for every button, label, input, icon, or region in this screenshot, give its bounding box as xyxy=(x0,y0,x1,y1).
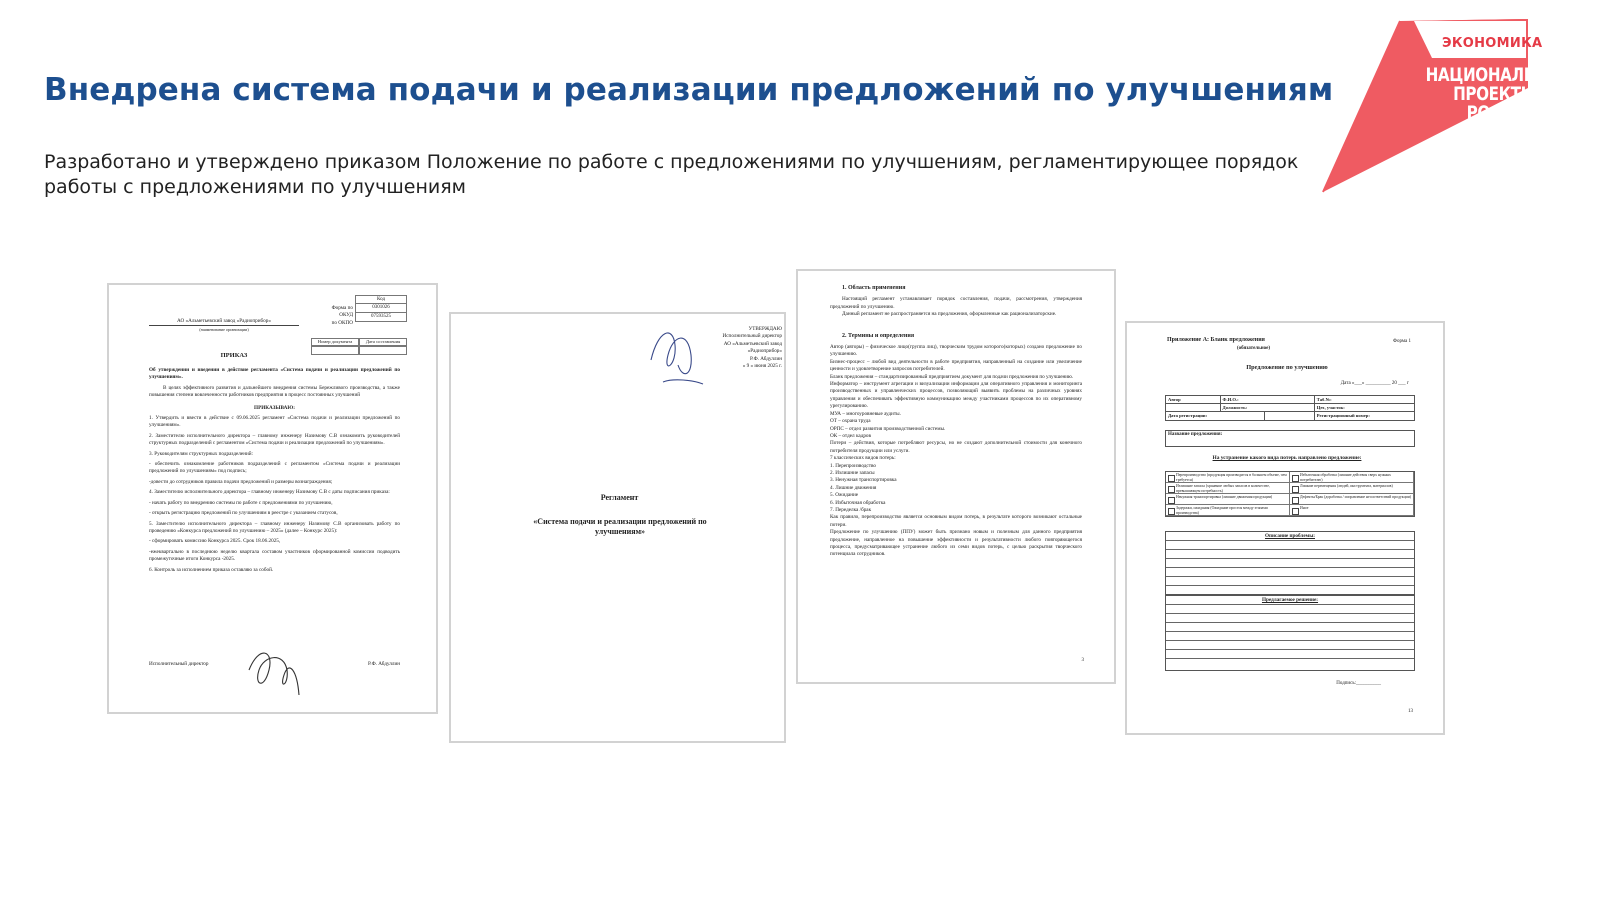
form-number: Форма 1 xyxy=(1393,339,1411,344)
loss-categories xyxy=(1165,471,1415,517)
loss-category: Излишние запасы (хранение любых запасов в количестве, превышающем потребность) xyxy=(1166,483,1290,494)
proposal-form-preview[interactable] xyxy=(1125,321,1445,735)
form-date: Дата «___» __________ 20 ___ г xyxy=(1340,381,1409,386)
order-signature-line: Исполнительный директор Р.Ф. Абдуллин xyxy=(149,661,400,667)
logo-title: НАЦИОНАЛЬНЫЕ ПРОЕКТЫ РОССИИ xyxy=(1425,64,1573,124)
regulation-terms-page-preview[interactable] xyxy=(796,269,1116,684)
appendix-title: Приложение А: Бланк предложения xyxy=(1167,337,1265,343)
order-title: ПРИКАЗ xyxy=(220,352,248,359)
approval-signature-mark xyxy=(643,320,713,390)
loss-category: Дефекты/Брак (доработка / исправление несоответствий продукции) xyxy=(1290,494,1414,505)
author-table: Автор Ф.И.О.: Таб.№: Должность: Цех, участок: Дата регистрации: Регистрационный номер: xyxy=(1165,395,1415,421)
loss-type-heading: На устранение какого вида потерь направлено предложение: xyxy=(1212,455,1362,461)
form-title: Предложение по улучшению xyxy=(1246,364,1328,371)
organization-caption: (наименование организации) xyxy=(199,327,249,332)
codes-table: Код 0301026 07593525 xyxy=(355,295,407,322)
section-terms-heading: 2. Термины и определения xyxy=(842,332,915,339)
signature-mark xyxy=(239,640,309,700)
loss-category: Перепроизводство (продукция производится в большем объеме, чем требуется) xyxy=(1166,472,1290,483)
codes-labels: Форма по ОКУД по ОКПО xyxy=(331,305,353,326)
scope-text: Данный регламент не распространяется на предложения, оформленные как рационализаторские. xyxy=(842,311,1057,318)
document-number-table: Номер документа Дата составления xyxy=(311,338,407,355)
proposal-name-field: Название предложения: xyxy=(1165,430,1415,447)
page-number: 3 xyxy=(1081,657,1084,663)
regulation-label: Регламент xyxy=(600,493,639,502)
page-subtitle: Разработано и утверждено приказом Положение по работе с предложениями по улучшениям, регламентирующее порядок работы с предложениями по улучшениям xyxy=(44,151,1299,198)
approval-block: УТВЕРЖДАЮ Исполнительный директор АО «Альметьевский завод «Радиоприбор» Р.Ф. Абдуллин « 9 » июня 2025 г. xyxy=(722,326,782,370)
page-number: 13 xyxy=(1408,708,1413,714)
appendix-subtitle: (обязательное) xyxy=(1237,346,1271,351)
problem-description-box: Описание проблемы: xyxy=(1165,531,1415,595)
loss-category: Избыточная обработка (лишние действия сверх нужных потребителю) xyxy=(1290,472,1414,483)
section-scope-heading: 1. Область применения xyxy=(842,285,906,291)
order-body: Об утверждении и введении в действие регламента «Система подачи и реализации предложений по улучшениям». В целях эффективного развития и дальнейшего внедрения системы Бережливого производства, а также повышения степени вовлеченности работников предприятия в процесс постоянных улучшений ПРИКАЗЫВАЮ: 1. Утвердить и ввести в действие с 09.06.2025 регламент «Система подачи и реализации предложений по улучшениям». 2. Заместителю исполнительного директора – главному инженеру Назимову С.В ознакомить руководителей структурных подразделений с регламентом «Система подачи и реализации предложений по улучшениям». 3. Руководителям структурных подразделений: - обеспечить ознакомление работников подразделений с регламентом «Система подачи и реализации предложений по улучшениям» под подпись; -довести до сотрудников правила подачи предложений и размеры вознаграждения; 4. Заместителю исполнительного директора – главному инженеру Назимову С.В с даты подписания приказа: - начать работу по внедрению системы по работе с предложениями по улучшению, - открыть регистрацию предложений по улучшениям в реестре с указанием статусов, 5. Заместителю исполнительного директора – главному инженеру Назимову С.В организовать работу по проведению «Конкурса предложений по улучшению – 2025» (далее – Конкурс 2025): - сформировать комиссию Конкурса 2025. Срок 18.06.2025, -ежеквартально в последнюю неделю квартала составом участников сформированной комиссии подводить промежуточные итоги Конкурса -2025. 6. Контроль за исполнением приказа оставляю за собой. xyxy=(149,367,400,573)
organization-name: АО «Альметьевский завод «Радиоприбор» xyxy=(149,318,299,326)
scope-text: Настоящий регламент устанавливает порядок составления, подачи, рассмотрения, утверждения предложений по улучшению. xyxy=(830,296,1082,310)
order-document-preview[interactable] xyxy=(107,283,438,714)
regulation-cover-preview[interactable] xyxy=(449,312,786,743)
terms-list: Автор (авторы) – физическое лицо(группа лиц), творческим трудом которого(которых) создано предложение по улучшению. Бизнес-процесс – любой вид деятельности в работе предприятия, направленный на создание или увеличение ценности и удовлетворение запросов потребителей. Бланк предложения – стандартизированный предприятием документ для подачи предложения по улучшению. Информатор – инструмент агрегации и визуализации информации для оперативного управления и мониторинга производственных и управленческих процессов, позволяющий выявить проблемы на различных уровнях управления и обеспечивать эффективную коммуникацию между участниками процессов по их оперативному урегулированию. МУА – многоуровневые аудиты. ОТ – охрана труда ОРПС – отдел развития производственной системы. ОК – отдел кадров Потери – действия, которые потребляют ресурсы, но не создают дополнительной стоимости для конечного потребителя продукции или услуги. 7 классических видов потерь: 1. Перепроизводство 2. Излишние запасы 3. Ненужная транспортировка 4. Лишние движения 5. Ожидание 6. Избыточная обработка 7. Переделка /брак Как правило, перепроизводство является основным видом потерь, в результате которого возникают остальные потери. Предложение по улучшению (ППУ) может быть признано новым и полезным для данного предприятия предложение, направленное на повышение эффективности и результативности любого повторяющегося процесса, предусматривающее устранение любого из семи видов потерь, с целью раскрытия творческого потенциала сотрудников. xyxy=(830,344,1082,558)
loss-category: Задержки, ожидания (Ожидание простоя между этапами производства) xyxy=(1166,505,1290,516)
loss-category: Иное xyxy=(1290,505,1414,516)
regulation-name: «Система подачи и реализации предложений по улучшениям» xyxy=(533,517,707,536)
signature-field: Подпись:__________ xyxy=(1336,681,1381,686)
proposed-solution-box: Предлагаемое решение: xyxy=(1165,595,1415,671)
logo-category: ЭКОНОМИКА xyxy=(1442,36,1543,51)
page-title: Внедрена система подачи и реализации предложений по улучшениям xyxy=(44,72,1334,108)
loss-category: Ненужная транспортировка (лишние движения продукции) xyxy=(1166,494,1290,505)
loss-category: Лишние перемещения (людей, инструмента, материалов) xyxy=(1290,483,1414,494)
